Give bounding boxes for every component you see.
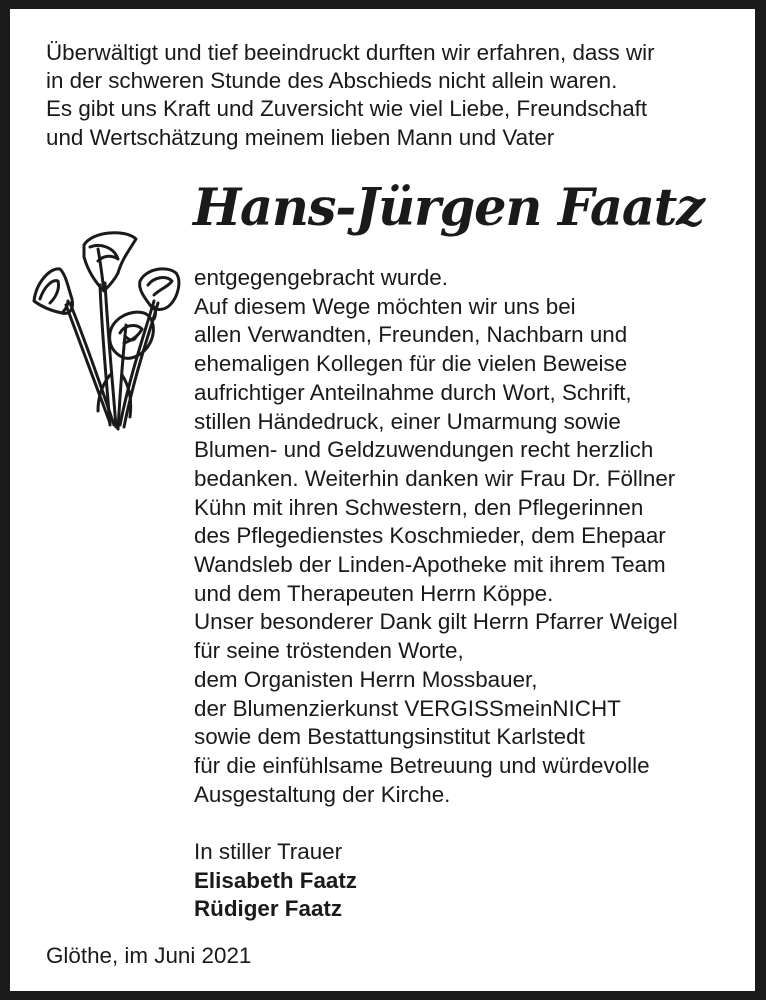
spacer <box>194 809 678 838</box>
body-line: Auf diesem Wege möchten wir uns bei <box>194 293 576 319</box>
signature-name: Rüdiger Faatz <box>194 896 343 922</box>
body-line: dem Organisten Herrn Mossbauer, <box>194 666 538 692</box>
place-date: Glöthe, im Juni 2021 <box>46 943 252 968</box>
body-line: Wandsleb der Linden-Apotheke mit ihrem Team <box>194 552 666 578</box>
signature-name: Elisabeth Faatz <box>194 867 357 893</box>
body-line: aufrichtiger Anteilnahme durch Wort, Schrift, <box>194 379 632 405</box>
thanks-text <box>194 264 678 924</box>
intro-line: Es gibt uns Kraft und Zuversicht wie viel Liebe, Freundschaft <box>46 96 648 122</box>
signature-intro: In stiller Trauer <box>194 839 343 865</box>
intro-line: und Wertschätzung meinem lieben Mann und Vater <box>46 124 555 150</box>
body-line: Ausgestaltung der Kirche. <box>194 781 451 807</box>
body-line: für die einfühlsame Betreuung und würdevolle <box>194 752 650 778</box>
body-line: des Pflegedienstes Koschmieder, dem Ehepaar <box>194 523 666 549</box>
body-line: stillen Händedruck, einer Umarmung sowie <box>194 408 621 434</box>
body-line: sowie dem Bestattungsinstitut Karlstedt <box>194 724 585 750</box>
intro-text <box>46 39 746 152</box>
body-line: Unser besonderer Dank gilt Herrn Pfarrer Weigel <box>194 609 678 635</box>
body-line: bedanken. Weiterhin danken wir Frau Dr. Föllner <box>194 465 676 491</box>
body-line: für seine tröstenden Worte, <box>194 638 464 664</box>
intro-line: Überwältigt und tief beeindruckt durften wir erfahren, dass wir <box>46 40 655 65</box>
body-line: und dem Therapeuten Herrn Köppe. <box>194 580 554 606</box>
body-line: Blumen- und Geldzuwendungen recht herzlich <box>194 437 654 463</box>
body-line: entgegengebracht wurde. <box>194 265 448 290</box>
intro-line: in der schweren Stunde des Abschieds nicht allein waren. <box>46 68 618 94</box>
body-line: der Blumenzierkunst VERGISSmeinNICHT <box>194 695 621 721</box>
calla-lily-flowers-icon <box>26 225 196 435</box>
body-line: allen Verwandten, Freunden, Nachbarn und <box>194 322 628 348</box>
deceased-name: Hans-Jürgen Faatz <box>193 178 704 238</box>
body-line: ehemaligen Kollegen für die vielen Beweise <box>194 351 628 377</box>
body-line: Kühn mit ihren Schwestern, den Pflegerinnen <box>194 494 644 520</box>
